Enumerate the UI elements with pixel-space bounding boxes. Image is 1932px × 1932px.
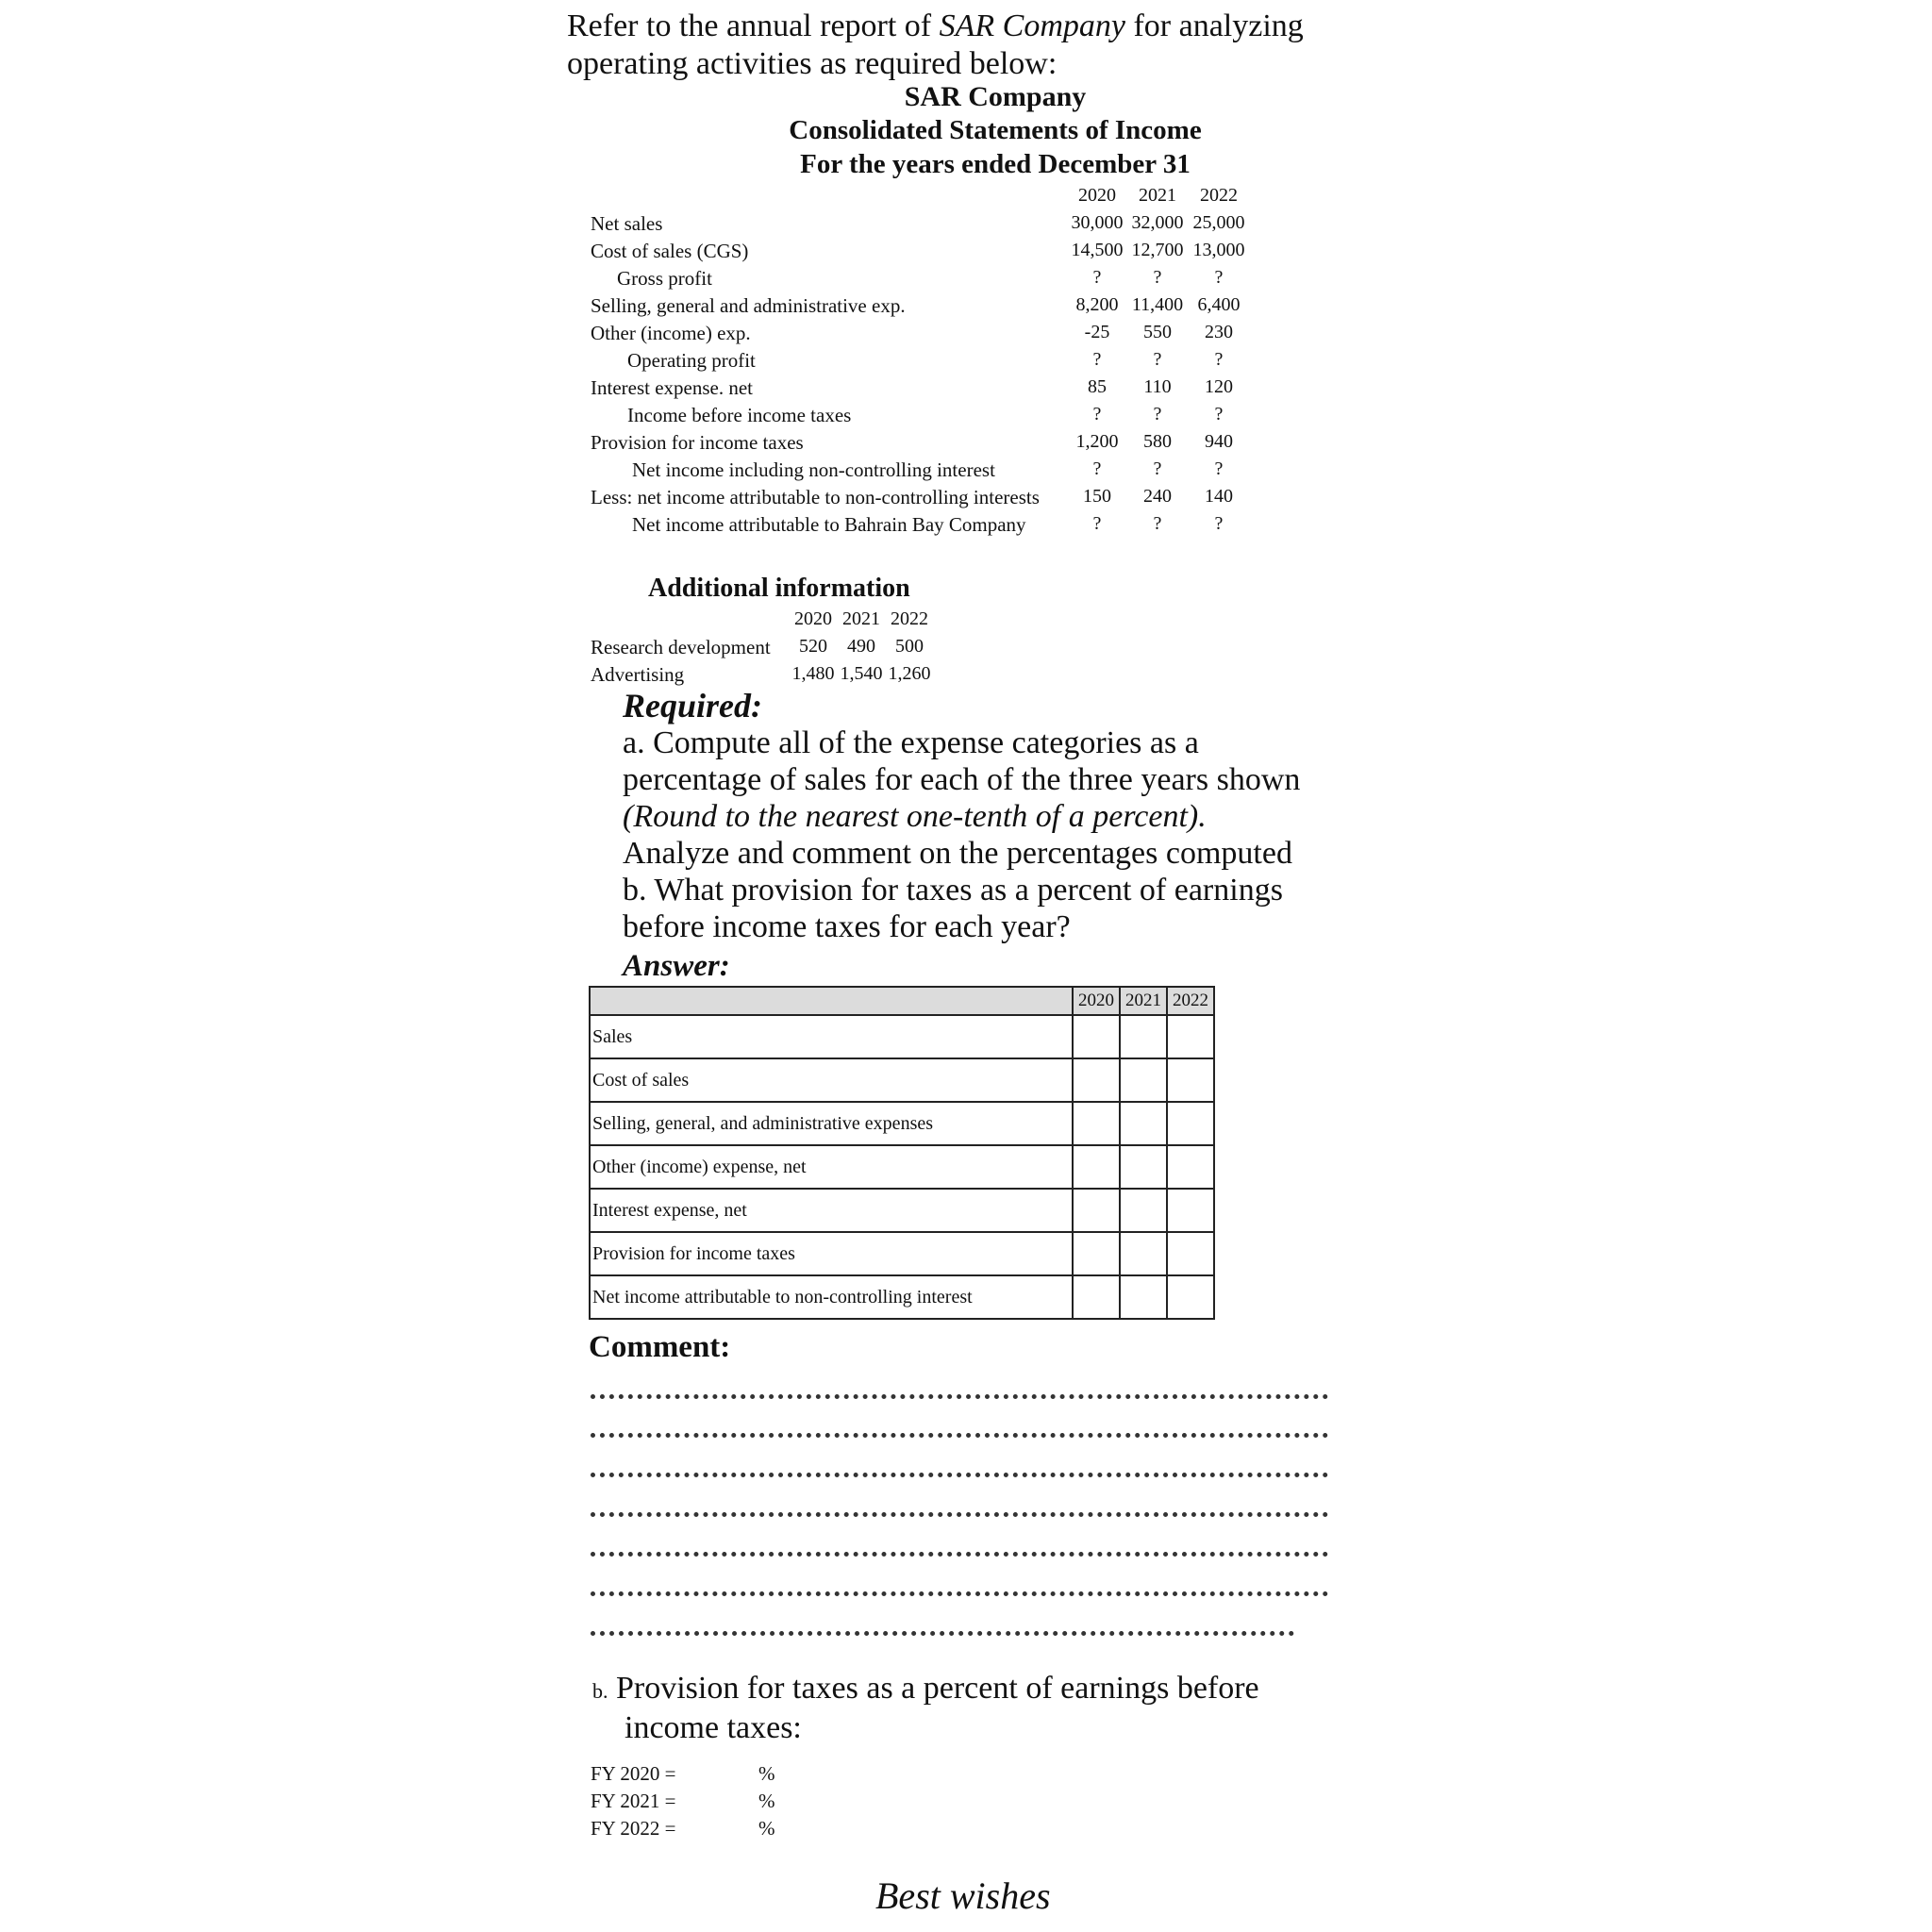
- statement-year-2021: 2021: [1139, 185, 1176, 206]
- statement-row-value-2022: ?: [1214, 404, 1224, 425]
- statement-row-label: Interest expense. net: [591, 376, 754, 399]
- statement-row-label: Less: net income attributable to non-controlling interests: [591, 486, 1040, 508]
- required-b-line2: before income taxes for each year?: [623, 909, 1071, 944]
- comment-line-2[interactable]: [591, 1433, 1328, 1438]
- answer-cell-2022[interactable]: [1167, 1189, 1214, 1232]
- answer-header-row: [590, 987, 1214, 1015]
- fy-2021-label: FY 2021 =: [591, 1790, 676, 1812]
- fy-2022-label: FY 2022 =: [591, 1817, 676, 1840]
- answer-row-label: Sales: [590, 1015, 1073, 1058]
- statement-row-label: Selling, general and administrative exp.: [591, 294, 906, 317]
- part-b-section: [592, 1670, 1309, 1746]
- statement-year-2020: 2020: [1078, 185, 1116, 206]
- required-b-line1: b. What provision for taxes as a percent of earnings: [623, 873, 1283, 908]
- statement-period: For the years ended December 31: [800, 149, 1191, 179]
- statement-row-value-2020: 1,200: [1075, 431, 1119, 452]
- answer-row-label: Cost of sales: [590, 1058, 1073, 1102]
- answer-table: [589, 986, 1215, 1320]
- answer-cell-2020[interactable]: [1073, 1275, 1120, 1319]
- answer-cell-2021[interactable]: [1120, 1189, 1167, 1232]
- additional-year-2021: 2021: [842, 608, 880, 629]
- statement-row-value-2022: 25,000: [1192, 212, 1245, 233]
- statement-row-value-2022: 230: [1205, 322, 1233, 342]
- statement-row-value-2022: ?: [1214, 458, 1224, 479]
- statement-row-value-2021: ?: [1153, 404, 1162, 425]
- answer-year-2022: 2022: [1167, 987, 1214, 1015]
- statement-row-value-2020: ?: [1092, 404, 1102, 425]
- answer-year-2021: 2021: [1120, 987, 1167, 1015]
- statement-row-value-2022: 6,400: [1197, 294, 1241, 315]
- answer-cell-2020[interactable]: [1073, 1145, 1120, 1189]
- answer-cell-2022[interactable]: [1167, 1275, 1214, 1319]
- answer-row-label: Net income attributable to non-controlling interest: [590, 1275, 1073, 1319]
- answer-cell-2022[interactable]: [1167, 1232, 1214, 1275]
- statement-row-value-2021: 240: [1143, 486, 1172, 507]
- statement-row-label: Cost of sales (CGS): [591, 240, 749, 262]
- answer-cell-2020[interactable]: [1073, 1102, 1120, 1145]
- answer-cell-2022[interactable]: [1167, 1145, 1214, 1189]
- intro-line2: operating activities as required below:: [567, 46, 1058, 81]
- comment-line-1[interactable]: [591, 1394, 1328, 1399]
- answer-cell-2021[interactable]: [1120, 1015, 1167, 1058]
- required-a-line2: percentage of sales for each of the three years shown: [623, 762, 1301, 797]
- statement-row-label: Net income including non-controlling interest: [632, 458, 995, 481]
- answer-header-blank: [590, 987, 1073, 1015]
- comment-line-7[interactable]: [591, 1631, 1294, 1636]
- answer-cell-2020[interactable]: [1073, 1015, 1120, 1058]
- answer-cell-2021[interactable]: [1120, 1102, 1167, 1145]
- answer-cell-2021[interactable]: [1120, 1145, 1167, 1189]
- required-a-line1: a. Compute all of the expense categories as a: [623, 725, 1199, 760]
- answer-cell-2020[interactable]: [1073, 1058, 1120, 1102]
- additional-row-value-2021: 490: [847, 636, 875, 657]
- intro-line1-prefix: Refer to the annual report of: [567, 8, 940, 43]
- statement-row-label: Other (income) exp.: [591, 322, 751, 344]
- statement-row-value-2021: 580: [1143, 431, 1172, 452]
- answer-row: [590, 1275, 1214, 1319]
- statement-row-value-2020: 30,000: [1071, 212, 1124, 233]
- statement-row-value-2022: 13,000: [1192, 240, 1245, 260]
- answer-row-label: Interest expense, net: [590, 1189, 1073, 1232]
- required-a-line4: Analyze and comment on the percentages computed: [623, 836, 1292, 871]
- statement-row-value-2021: 12,700: [1131, 240, 1184, 260]
- statement-row-value-2021: 32,000: [1131, 212, 1184, 233]
- answer-row: [590, 1102, 1214, 1145]
- additional-row-value-2021: 1,540: [840, 663, 883, 684]
- statement-row-value-2022: 120: [1205, 376, 1233, 397]
- statement-row-value-2021: 11,400: [1131, 294, 1184, 315]
- statement-row-label: Operating profit: [627, 349, 756, 372]
- answer-row-label: Provision for income taxes: [590, 1232, 1073, 1275]
- statement-row-value-2020: -25: [1084, 322, 1110, 342]
- required-title: Required:: [623, 687, 762, 724]
- additional-row-value-2020: 1,480: [791, 663, 835, 684]
- statement-row-value-2020: ?: [1092, 349, 1102, 370]
- answer-cell-2022[interactable]: [1167, 1102, 1214, 1145]
- additional-year-2022: 2022: [891, 608, 928, 629]
- statement-row-value-2021: ?: [1153, 267, 1162, 288]
- additional-row-label: Research development: [591, 636, 771, 658]
- statement-company: SAR Company: [904, 81, 1087, 112]
- statement-row-label: Net sales: [591, 212, 663, 235]
- required-a-line3: (Round to the nearest one-tenth of a percent).: [623, 799, 1207, 834]
- intro-text: [567, 8, 1304, 83]
- answer-row-label: Selling, general, and administrative expenses: [590, 1102, 1073, 1145]
- fy-2020-unit: %: [758, 1762, 775, 1785]
- statement-row-label: Gross profit: [617, 267, 712, 290]
- answer-cell-2021[interactable]: [1120, 1058, 1167, 1102]
- intro-company-name: SAR Company: [939, 8, 1125, 43]
- answer-row: [590, 1189, 1214, 1232]
- statement-row-value-2021: 110: [1143, 376, 1172, 397]
- answer-row-label: Other (income) expense, net: [590, 1145, 1073, 1189]
- statement-row-value-2021: 550: [1143, 322, 1172, 342]
- statement-row-value-2020: 150: [1083, 486, 1111, 507]
- statement-row-value-2022: 940: [1205, 431, 1233, 452]
- fy-2022-unit: %: [758, 1817, 775, 1840]
- additional-title: Additional information: [648, 574, 910, 603]
- statement-row-value-2022: ?: [1214, 267, 1224, 288]
- part-b-line1: Provision for taxes as a percent of earnings before: [616, 1671, 1259, 1706]
- part-b-marker: b.: [592, 1679, 608, 1703]
- answer-title: Answer:: [623, 949, 730, 983]
- comment-line-4[interactable]: [591, 1512, 1328, 1517]
- answer-cell-2020[interactable]: [1073, 1232, 1120, 1275]
- fy-2020-label: FY 2020 =: [591, 1762, 676, 1785]
- statement-row-value-2020: ?: [1092, 458, 1102, 479]
- comment-title: Comment:: [589, 1330, 731, 1364]
- comment-line-5[interactable]: [591, 1552, 1328, 1557]
- statement-year-2022: 2022: [1200, 185, 1238, 206]
- statement-row-value-2022: ?: [1214, 349, 1224, 370]
- answer-cell-2022[interactable]: [1167, 1015, 1214, 1058]
- statement-row-value-2020: ?: [1092, 267, 1102, 288]
- statement-row-value-2021: ?: [1153, 349, 1162, 370]
- comment-line-6[interactable]: [591, 1591, 1328, 1596]
- required-section: [623, 687, 1309, 945]
- fy-2021-unit: %: [758, 1790, 775, 1812]
- intro-line1-suffix: for analyzing: [1124, 8, 1304, 43]
- statement-row-label: Net income attributable to Bahrain Bay Company: [632, 513, 1026, 536]
- statement-row-value-2020: 14,500: [1071, 240, 1124, 260]
- additional-row-value-2022: 500: [895, 636, 924, 657]
- statement-row-label: Provision for income taxes: [591, 431, 804, 454]
- statement-row-value-2020: ?: [1092, 513, 1102, 534]
- statement-row-label: Income before income taxes: [627, 404, 852, 426]
- answer-cell-2021[interactable]: [1120, 1275, 1167, 1319]
- answer-row: [590, 1145, 1214, 1189]
- additional-row-value-2020: 520: [799, 636, 827, 657]
- additional-row-label: Advertising: [591, 663, 685, 686]
- comment-line-3[interactable]: [591, 1473, 1328, 1477]
- additional-row-value-2022: 1,260: [888, 663, 931, 684]
- answer-cell-2022[interactable]: [1167, 1058, 1214, 1102]
- statement-row-value-2022: 140: [1205, 486, 1233, 507]
- statement-title: Consolidated Statements of Income: [789, 115, 1202, 145]
- statement-row-value-2021: ?: [1153, 458, 1162, 479]
- statement-row-value-2020: 85: [1088, 376, 1107, 397]
- answer-cell-2021[interactable]: [1120, 1232, 1167, 1275]
- best-wishes: Best wishes: [875, 1874, 1051, 1917]
- part-b-line2: income taxes:: [625, 1710, 802, 1745]
- statement-row-value-2022: ?: [1214, 513, 1224, 534]
- answer-row: [590, 1232, 1214, 1275]
- additional-year-2020: 2020: [794, 608, 832, 629]
- answer-row: [590, 1058, 1214, 1102]
- answer-year-2020: 2020: [1073, 987, 1120, 1015]
- statement-row-value-2020: 8,200: [1075, 294, 1119, 315]
- statement-row-value-2021: ?: [1153, 513, 1162, 534]
- answer-row: [590, 1015, 1214, 1058]
- answer-cell-2020[interactable]: [1073, 1189, 1120, 1232]
